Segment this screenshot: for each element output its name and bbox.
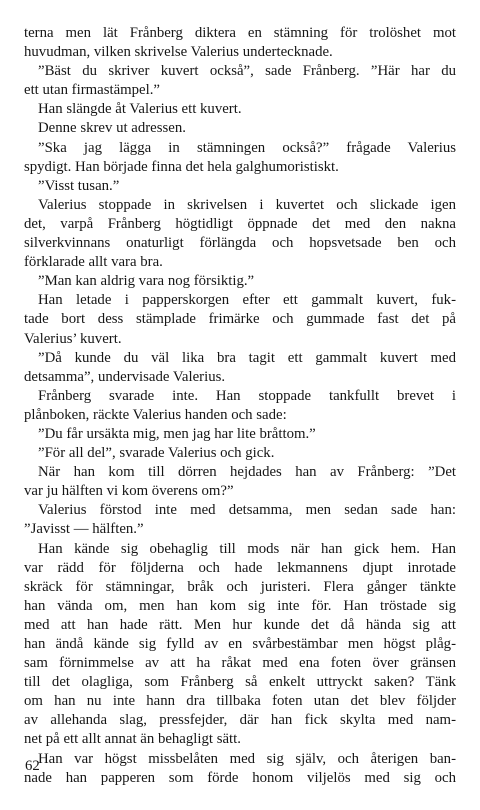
text-line: han ändå kände sig fylld av en svårbestämbar men högst plåg- [24,636,456,652]
text-line: ”Du får ursäkta mig, men jag har lite bråttom.” [38,425,316,442]
text-line: spydigt. Han började finna det hela galghumoristiskt. [24,158,339,175]
text-line: terna men lät Frånberg diktera en stämning för trolöshet mot [24,25,456,41]
text-line: ”Javisst — hälften.” [24,521,144,538]
text-line: Han kände sig obehaglig till mods när han gick hem. Han [38,540,456,557]
text-line: net på ett allt annat än behagligt sätt. [24,731,241,748]
text-line: ett utan firmastämpel.” [24,82,160,99]
text-line: Denne skrev ut adressen. [38,120,186,137]
text-line: om han nu inte hann dra tillbaka foten utan det blev följder [24,693,456,710]
text-line: Frånberg svarade inte. Han stoppade tankfullt brevet i [38,387,456,404]
text-line: ”Man kan aldrig vara nog försiktig.” [38,273,255,290]
text-line: detsamma”, undervisade Valerius. [24,368,226,385]
book-page-text [24,24,456,788]
text-line: nade han papperen som förde honom viljelös med sig och [24,769,456,786]
text-line: ”Då kunde du väl lika bra tagit ett gammalt kuvert med [38,349,456,366]
text-line: tade bort dess stämplade frimärke och gummade fast det på [24,311,456,328]
text-line: ”Bäst du skriver kuvert också”, sade Frånberg. ”Här har du [38,63,456,80]
text-line: Valerius förstod inte med detsamma, men sedan sade han: [38,502,456,519]
text-line: var rädd för följderna och hade lekmannens djupt inrotade [24,559,456,576]
text-line: Han letade i papperskorgen efter ett gammalt kuvert, fuk- [38,292,456,309]
text-line: huvudman, vilken skrivelse Valerius undertecknade. [24,44,333,61]
text-line: Han var högst missbelåten med sig själv, och återigen ban- [38,750,456,767]
text-line: med att han hade rätt. Men hur kunde det då hända sig att [24,616,456,633]
text-line: Valerius stoppade in skrivelsen i kuvertet och slickade igen [38,196,456,213]
text-line: det, varpå Frånberg högtidligt öppnade det med den nakna [24,215,456,232]
text-line: ”För all del”, svarade Valerius och gick. [38,445,275,462]
text-line: till det olagliga, som Frånberg så enkelt uttryckt saken? Tänk [24,674,456,691]
text-line: han vända om, men han kom sig inte för. Han tröstade sig [24,597,456,614]
text-line: plånboken, räckte Valerius handen och sade: [24,406,287,423]
text-line: silverkvinnans onaturligt förlängda och hopsvetsade ben och [24,235,456,252]
text-line: av allehanda slag, pressfejder, där han fick skylta med nam- [24,712,456,729]
page-number: 62 [25,758,40,774]
text-line: sam förnimmelse av att ha råkat med ena foten över gränsen [24,655,456,672]
text-line: ”Ska jag lägga in stämningen också?” frågade Valerius [38,139,456,156]
text-line: förklarade allt vara bra. [24,254,163,271]
text-line: Han slängde åt Valerius ett kuvert. [38,101,242,118]
text-line: Valerius’ kuvert. [24,330,122,347]
text-line: ”Visst tusan.” [38,177,120,194]
text-line: skräck för stämningar, bråk och juristeri. Flera gånger tänkte [24,578,456,595]
text-line: var ju hälften vi kom överens om?” [24,483,234,500]
text-line: När han kom till dörren hejdades han av Frånberg: ”Det [38,464,456,481]
